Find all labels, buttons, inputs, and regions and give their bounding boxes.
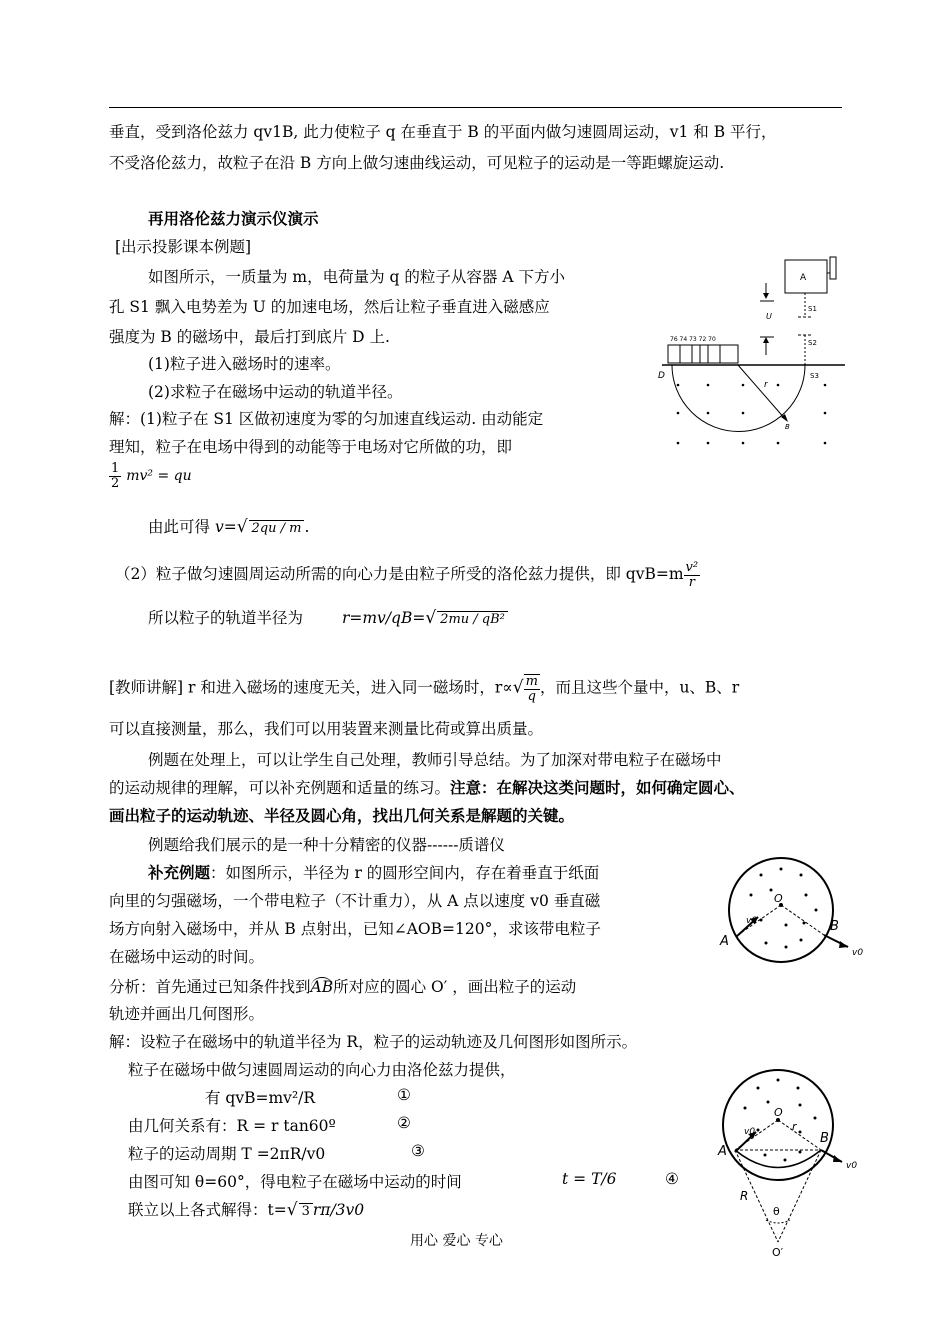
circled-1: ① xyxy=(397,1086,411,1104)
solution-line-2: 理知，粒子在电场中得到的动能等于电场对它所做的功，即 xyxy=(109,438,513,456)
fig2-label-B: B xyxy=(830,919,839,934)
fig1-label-D: D xyxy=(658,371,665,381)
teacher-line-2: 可以直接测量，那么，我们可以用装置来测量比荷或算出质量。 xyxy=(109,720,544,738)
circled-4: ④ xyxy=(665,1170,679,1188)
fig3-label-theta: θ xyxy=(773,1205,780,1218)
circled-2: ② xyxy=(397,1114,411,1132)
supp-line-1: 补充例题：如图所示，半径为 r 的圆形空间内，存在着垂直于纸面 xyxy=(148,863,600,882)
section-title: 再用洛伦兹力演示仪演示 xyxy=(148,209,319,228)
result-velocity: 由此可得 v=√ 2qu / m . xyxy=(148,517,310,537)
para-line-4: 例题给我们展示的是一种十分精密的仪器------质谱仪 xyxy=(148,836,505,854)
fig3-label-v0b: v0 xyxy=(846,1161,858,1171)
header-rule xyxy=(109,107,842,108)
example-text-3: 强度为 B 的磁场中，最后打到底片 D 上. xyxy=(109,328,390,346)
fig3-label-O-prime: O′ xyxy=(772,1246,784,1259)
fig1-label-A: A xyxy=(800,273,807,283)
supp-line-3: 场方向射入磁场中，并从 B 点射出，已知∠AOB=120°，求该带电粒子 xyxy=(109,920,601,938)
circled-3: ③ xyxy=(411,1142,425,1160)
fig3-label-B: B xyxy=(820,1131,829,1146)
fig2-label-v0a: v0 xyxy=(746,916,758,926)
supp-solution: 解：设粒子在磁场中的轨道半径为 R，粒子的运动轨迹及几何图形如图所示。 xyxy=(109,1033,638,1051)
step-1: 粒子在磁场中做匀速圆周运动的向心力由洛伦兹力提供， xyxy=(128,1061,516,1079)
part2-line: （2）粒子做匀速圆周运动所需的向心力是由粒子所受的洛伦兹力提供，即 qvB=m $\frac{\text{v²}}{r}$ xyxy=(115,560,699,590)
fig1-label-r: r xyxy=(764,380,768,390)
solution-line-1: 解：(1)粒子在 S1 区做初速度为零的匀加速直线运动. 由动能定 xyxy=(109,410,544,428)
intro-line-1: 垂直，受到洛伦兹力 qv1B, 此力使粒子 q 在垂直于 B 的平面内做匀速圆周运动，v1 和 B 平行， xyxy=(109,123,777,141)
intro-line-2: 不受洛伦兹力，故粒子在沿 B 方向上做匀速曲线运动，可见粒子的运动是一等距螺旋运动. xyxy=(109,154,725,172)
fig2-label-O: O xyxy=(774,892,783,905)
step-5: 由图可知 θ=60°，得电粒子在磁场中运动的时间 xyxy=(128,1173,462,1191)
fig1-label-U: U xyxy=(766,312,772,321)
question-2: (2)求粒子在磁场中运动的轨道半径。 xyxy=(148,383,403,401)
step-5-time: t = T/6 xyxy=(562,1170,617,1188)
page-footer: 用心 爱心 专心 xyxy=(410,1233,503,1249)
example-text-1: 如图所示，一质量为 m，电荷量为 q 的粒子从容器 A 下方小 xyxy=(148,268,565,286)
para-line-3: 画出粒子的运动轨迹、半径及圆心角，找出几何关系是解题的关键。 xyxy=(109,806,575,825)
supp-line-2: 向里的匀强磁场，一个带电粒子（不计重力），从 A 点以速度 v0 垂直磁 xyxy=(109,892,601,910)
para-line-1: 例题在处理上，可以让学生自己处理，教师引导总结。为了加深对带电粒子在磁场中 xyxy=(148,751,722,769)
example-text-2: 孔 S1 飘入电势差为 U 的加速电场，然后让粒子垂直进入磁感应 xyxy=(109,298,550,316)
teacher-line-1: [教师讲解] r 和进入磁场的速度无关，进入同一磁场时，r∝√ $\frac{m}{q}$ ，而且这些个量中，u、B、r xyxy=(109,674,740,704)
trajectory-geometry-figure xyxy=(700,1060,870,1260)
fig1-label-B: B xyxy=(785,423,790,431)
fig2-label-A: A xyxy=(720,934,729,949)
fig3-label-R: R xyxy=(740,1189,749,1203)
fig3-label-v0a: v0 xyxy=(744,1127,756,1137)
fig1-label-S3: S3 xyxy=(810,372,819,380)
mass-spectrometer-figure xyxy=(650,255,845,455)
fig1-label-S2: S2 xyxy=(808,339,817,347)
step-2: 有 qvB=mv²/R xyxy=(205,1089,316,1107)
step-3: 由几何关系有：R = r tan60º xyxy=(128,1117,336,1135)
example-tag: [出示投影课本例题] xyxy=(115,238,252,256)
analysis-line-1: 分析：首先通过已知条件找到AB所对应的圆心 O′ ，画出粒子的运动 xyxy=(109,978,577,996)
fig3-label-r: r xyxy=(792,1120,797,1133)
fig1-label-S1: S1 xyxy=(808,305,817,313)
fig2-label-v0b: v0 xyxy=(852,948,864,958)
fig1-scale-labels: 76 74 73 72 70 xyxy=(670,336,716,343)
step-6: 联立以上各式解得：t=√ 3 rπ/3v0 xyxy=(128,1200,365,1220)
question-1: (1)粒子进入磁场时的速率。 xyxy=(148,355,341,373)
equation-1: $\frac{1}{2}$ mv² = qu xyxy=(111,461,192,491)
para-line-2: 的运动规律的理解，可以补充例题和适量的练习。注意：在解决这类问题时，如何确定圆心、 xyxy=(109,778,745,797)
radius-line: 所以粒子的轨道半径为 r=mv/qB=√ 2mu / qB² xyxy=(148,606,508,628)
analysis-line-2: 轨迹并画出几何图形。 xyxy=(109,1005,265,1023)
step-4: 粒子的运动周期 T =2πR/v0 xyxy=(128,1145,326,1163)
circle-field-figure xyxy=(706,855,866,970)
supp-line-4: 在磁场中运动的时间。 xyxy=(109,948,265,966)
fig3-label-A: A xyxy=(718,1144,727,1159)
fig3-label-O: O xyxy=(774,1106,783,1119)
